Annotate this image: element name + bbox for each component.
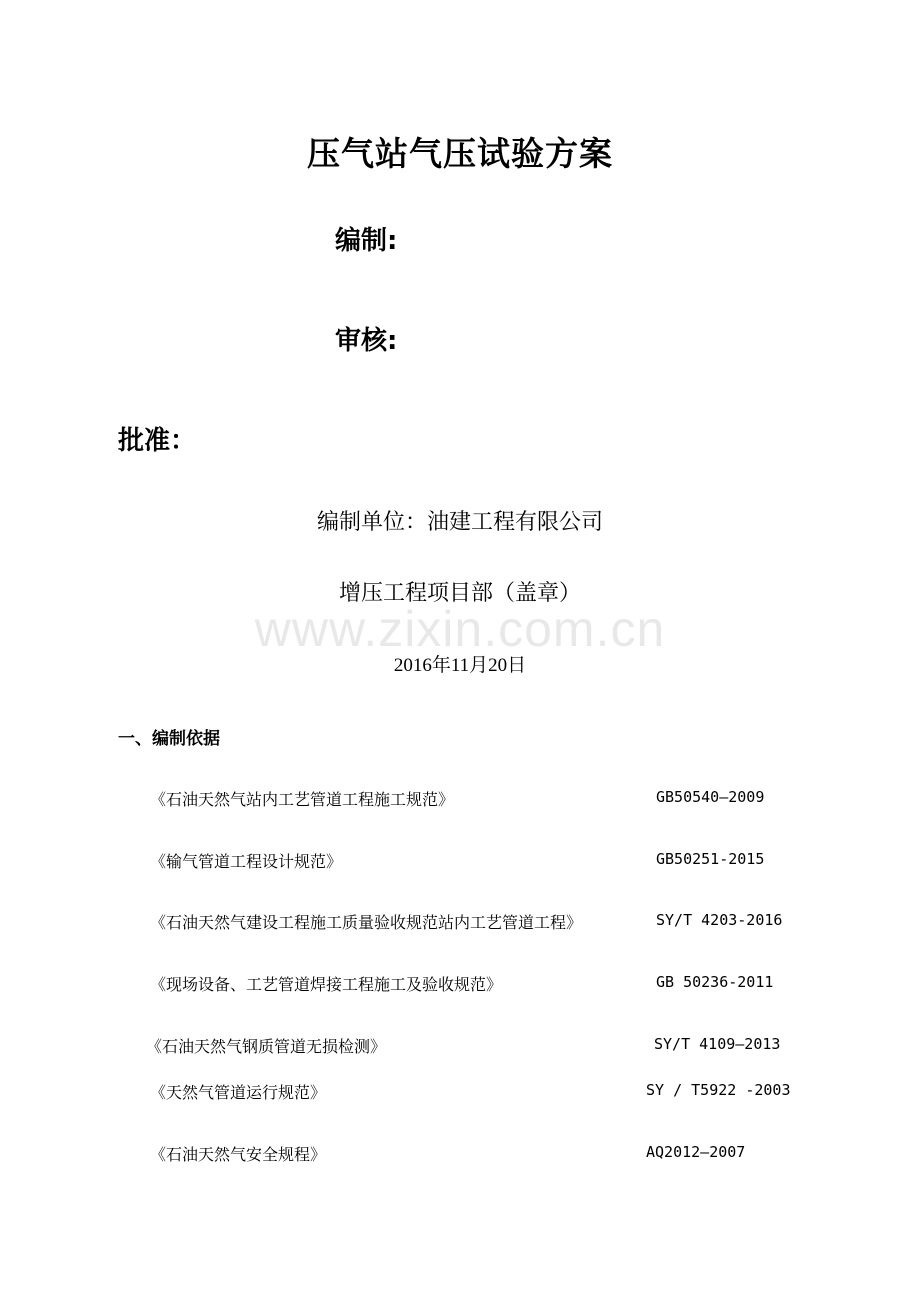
section-heading: 一、编制依据 (118, 729, 220, 749)
reference-title: 《石油天然气钢质管道无损检测》 (146, 1037, 387, 1056)
reference-title: 《石油天然气安全规程》 (150, 1145, 327, 1164)
approved-by-label: 批准： (118, 426, 197, 456)
reference-title: 《石油天然气建设工程施工质量验收规范站内工艺管道工程》 (150, 913, 583, 932)
reference-title: 《天然气管道运行规范》 (150, 1083, 327, 1102)
project-department: 增压工程项目部（盖章） (338, 581, 581, 606)
document-title: 压气站气压试验方案 (307, 134, 613, 173)
reference-code: GB 50236-2011 (656, 973, 774, 991)
reference-code: GB50251-2015 (656, 850, 765, 868)
reference-code: SY/T 4109—2013 (654, 1035, 781, 1053)
compiling-unit: 编制单位：油建工程有限公司 (316, 510, 603, 535)
watermark: www.zixin.com.cn (254, 601, 666, 657)
reference-code: AQ2012—2007 (646, 1143, 746, 1161)
reference-title: 《石油天然气站内工艺管道工程施工规范》 (150, 790, 455, 809)
reference-code: GB50540—2009 (656, 788, 765, 806)
compiled-by-label: 编制: (335, 226, 398, 256)
reference-title: 《现场设备、工艺管道焊接工程施工及验收规范》 (150, 975, 503, 994)
reference-title: 《输气管道工程设计规范》 (150, 852, 343, 871)
reference-code: SY / T5922 -2003 (646, 1081, 791, 1099)
reference-code: SY/T 4203-2016 (656, 911, 783, 929)
document-date: 2016年11月20日 (393, 655, 527, 676)
reviewed-by-label: 审核: (335, 326, 398, 356)
